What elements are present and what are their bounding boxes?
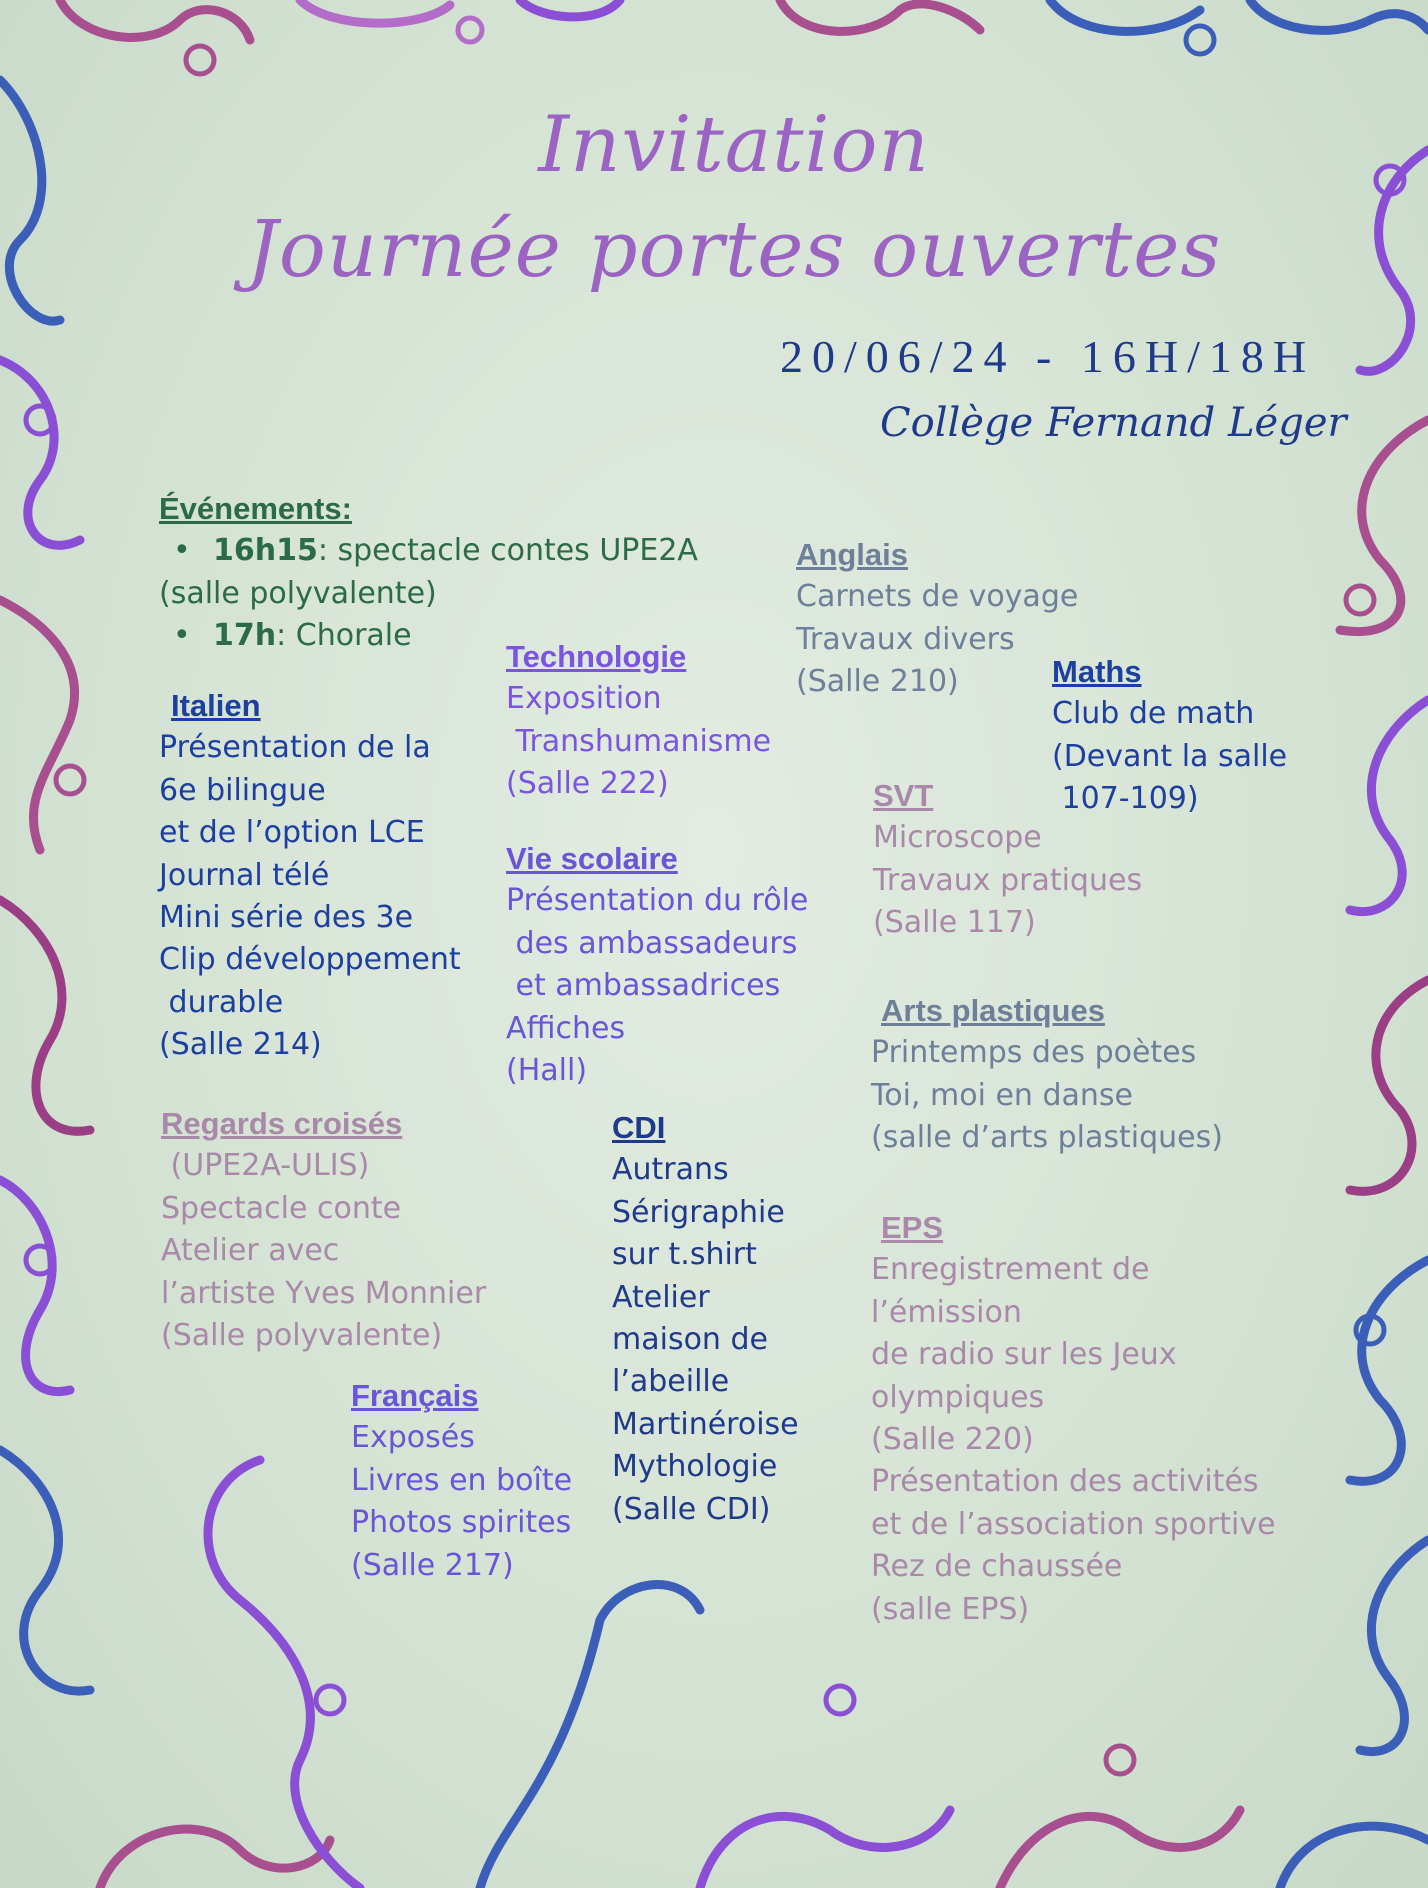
event-item [159, 530, 698, 572]
event-text: : Chorale [276, 618, 412, 654]
francais-line: Livres en boîte [351, 1462, 573, 1498]
italien-line: 6e bilingue [159, 772, 326, 808]
technologie-line: Exposition [506, 681, 662, 717]
cdi-line: maison de [612, 1322, 768, 1358]
eps-line: Rez de chaussée [871, 1549, 1123, 1585]
events-heading: Événements: [159, 491, 352, 526]
arts-plastiques-line: Printemps des poètes [871, 1035, 1197, 1071]
anglais-heading: Anglais [796, 537, 908, 572]
arts-plastiques-heading: Arts plastiques [881, 993, 1105, 1028]
event-item-continued: (salle polyvalente) [159, 575, 437, 611]
cdi-line: l’abeille [612, 1364, 730, 1400]
italien-line: Présentation de la [159, 730, 431, 766]
maths-line: Club de math [1052, 696, 1255, 732]
vie-scolaire-line: Affiches [506, 1010, 626, 1046]
anglais-line: Carnets de voyage [796, 579, 1079, 615]
regards-croises-line: l’artiste Yves Monnier [161, 1275, 487, 1311]
cdi-line: Atelier [612, 1279, 710, 1315]
cdi-heading: CDI [612, 1110, 666, 1145]
eps-line: et de l’association sportive [871, 1506, 1276, 1542]
arts-plastiques-line: Toi, moi en danse [871, 1077, 1133, 1113]
technologie-line: Transhumanisme [506, 723, 772, 759]
eps-line: l’émission [871, 1294, 1022, 1330]
events-section [159, 488, 698, 658]
eps-line: (salle EPS) [871, 1591, 1030, 1627]
italien-line: Journal télé [159, 857, 330, 893]
anglais-section [796, 534, 1078, 704]
invitation-title: Invitation [538, 100, 930, 190]
regards-croises-section [161, 1103, 486, 1357]
maths-line: 107-109) [1052, 781, 1199, 817]
anglais-line: Travaux divers [796, 621, 1015, 657]
italien-line: Mini série des 3e [159, 900, 414, 936]
eps-heading: EPS [881, 1210, 944, 1245]
event-title: Journée portes ouvertes [246, 205, 1222, 295]
arts-plastiques-line: (salle d’arts plastiques) [871, 1120, 1223, 1156]
italien-section [159, 685, 461, 1067]
italien-heading: Italien [171, 688, 261, 723]
cdi-line: (Salle CDI) [612, 1491, 771, 1527]
regards-croises-line: (Salle polyvalente) [161, 1318, 443, 1354]
cdi-line: Autrans [612, 1152, 729, 1188]
vie-scolaire-line: des ambassadeurs [506, 925, 798, 961]
eps-line: de radio sur les Jeux [871, 1337, 1177, 1373]
eps-line: Présentation des activités [871, 1464, 1259, 1500]
vie-scolaire-heading: Vie scolaire [506, 841, 678, 876]
anglais-line: (Salle 210) [796, 664, 959, 700]
cdi-line: Mythologie [612, 1449, 778, 1485]
event-text: : spectacle contes UPE2A [317, 533, 698, 569]
svt-section [873, 775, 1142, 945]
italien-line: Clip développement [159, 942, 461, 978]
eps-line: (Salle 220) [871, 1422, 1034, 1458]
francais-line: (Salle 217) [351, 1547, 514, 1583]
regards-croises-heading: Regards croisés [161, 1106, 403, 1141]
maths-line: (Devant la salle [1052, 738, 1288, 774]
eps-line: olympiques [871, 1379, 1045, 1415]
event-time: 17h [213, 618, 277, 654]
italien-line: (Salle 214) [159, 1027, 322, 1063]
svt-line: (Salle 117) [873, 905, 1036, 941]
francais-heading: Français [351, 1378, 479, 1413]
cdi-line: sur t.shirt [612, 1237, 757, 1273]
cdi-line: Martinéroise [612, 1406, 799, 1442]
italien-line: et de l’option LCE [159, 815, 425, 851]
technologie-section [506, 636, 771, 806]
vie-scolaire-line: (Hall) [506, 1053, 588, 1089]
svt-line: Travaux pratiques [873, 862, 1143, 898]
francais-section [351, 1375, 572, 1587]
regards-croises-line: Spectacle conte [161, 1190, 402, 1226]
svt-heading: SVT [873, 778, 934, 813]
school-name: Collège Fernand Léger [880, 400, 1347, 446]
technologie-line: (Salle 222) [506, 766, 669, 802]
regards-croises-line: (UPE2A-ULIS) [161, 1148, 370, 1184]
vie-scolaire-line: et ambassadrices [506, 968, 781, 1004]
technologie-heading: Technologie [506, 639, 687, 674]
regards-croises-line: Atelier avec [161, 1233, 340, 1269]
svt-line: Microscope [873, 820, 1042, 856]
cdi-section [612, 1107, 799, 1531]
event-date-time: 20/06/24 - 16H/18H [780, 331, 1316, 382]
francais-line: Photos spirites [351, 1505, 572, 1541]
arts-plastiques-section [871, 990, 1223, 1160]
eps-line: Enregistrement de [871, 1252, 1150, 1288]
francais-line: Exposés [351, 1420, 475, 1456]
italien-line: durable [159, 984, 284, 1020]
maths-heading: Maths [1052, 654, 1142, 689]
eps-section [871, 1207, 1276, 1631]
vie-scolaire-line: Présentation du rôle [506, 883, 809, 919]
vie-scolaire-section [506, 838, 808, 1092]
cdi-line: Sérigraphie [612, 1194, 785, 1230]
event-time: 16h15 [213, 533, 318, 569]
